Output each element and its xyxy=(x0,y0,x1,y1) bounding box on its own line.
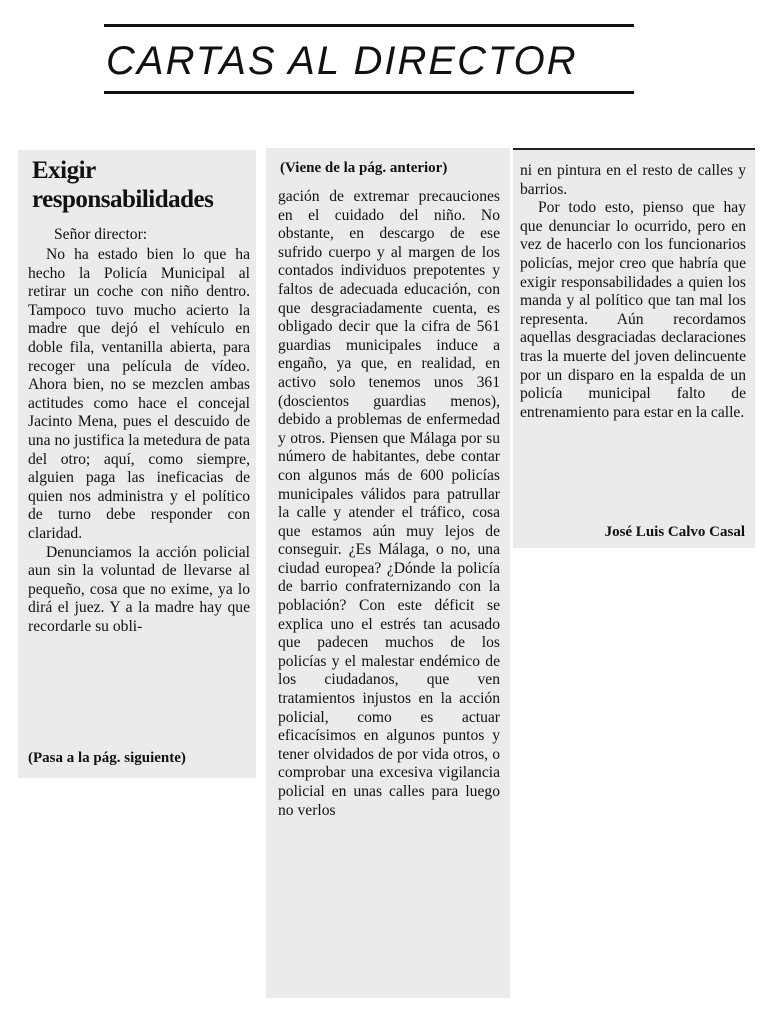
letter-headline: Exigir responsabilidades xyxy=(32,157,214,213)
paragraph: gación de extremar precauciones en el cuidado del niño. No obstante, en descargo de ese sufrido cuerpo y al margen de los contados individuos prepotentes y faltos de adecuada educación, con que desgraciadamente cuenta, es obligado decir que la cifra de 561 guardias municipales induce a engaño, ya que, en realidad, en activo solo tenemos unos 361 (doscientos guardias menos), debido a problemas de enfermedad y otros. Piensen que Málaga por su número de habitantes, debe contar con algunos más de 600 policías municipales válidos para patrullar la calle y atender el tráfico, cosa que estamos aún muy lejos de conseguir. ¿Es Málaga, o no, una ciudad europea? ¿Dónde la policía de barrio confraternizando con la población? Con este déficit se explica uno el estrés tan acusado que padecen muchos de los policías y el malestar endémico de los ciudadanos, que ven tratamientos injustos en la acción policial, como es actuar eficacísimos en algunos puntos y tener olvidados de por vida otros, o comprobar una excesiva vigilancia policial en unas calles para luego no verlos xyxy=(278,188,500,819)
paragraph: Denunciamos la acción policial aun sin la voluntad de llevarse al pequeño, cosa que no exime, ya lo dirá el juez. Y a la madre hay que recordarle su obli- xyxy=(28,543,250,635)
continues-note: (Pasa a la pág. siguiente) xyxy=(28,750,186,766)
column-3-body xyxy=(520,162,746,422)
letter-column-2 xyxy=(266,148,510,998)
continued-from-note: (Viene de la pág. anterior) xyxy=(280,160,448,176)
section-masthead xyxy=(104,24,634,94)
section-title: CARTAS AL DIRECTOR xyxy=(106,39,578,83)
column-2-body xyxy=(278,188,500,820)
paragraph: ni en pintura en el resto de calles y barrios. xyxy=(520,162,746,198)
column-1-body xyxy=(28,246,250,636)
paragraph: Por todo esto, pienso que hay que denunciar lo ocurrido, pero en vez de hacerlo con los funcionarios policías, mejor creo que habría que exigir responsabilidades a quien los manda y al político que tan mal los representa. Aún recordamos aquellas desgraciadas declaraciones tras la muerte del joven delincuente por un disparo en la espalda de un policía municipal falto de entrenamiento para estar en la calle. xyxy=(520,199,746,421)
column-divider-rule xyxy=(513,148,755,150)
letter-salutation: Señor director: xyxy=(54,226,148,243)
letter-signature: José Luis Calvo Casal xyxy=(604,524,745,540)
letter-column-1 xyxy=(18,150,256,778)
paragraph: No ha estado bien lo que ha hecho la Policía Municipal al retirar un coche con niño dentro. Tampoco tuvo mucho acierto la madre que dejó el vehículo en doble fila, ventanilla abierta, para recoger una película de vídeo. Ahora bien, no se mezclen ambas actitudes como hace el concejal Jacinto Mena, pues el descuido de una no justifica la metedura de pata del otro; aquí, como siempre, alguien paga las ineficacias de quien nos administra y el político de turno debe responder con claridad. xyxy=(28,246,250,542)
letter-column-3 xyxy=(513,148,755,548)
